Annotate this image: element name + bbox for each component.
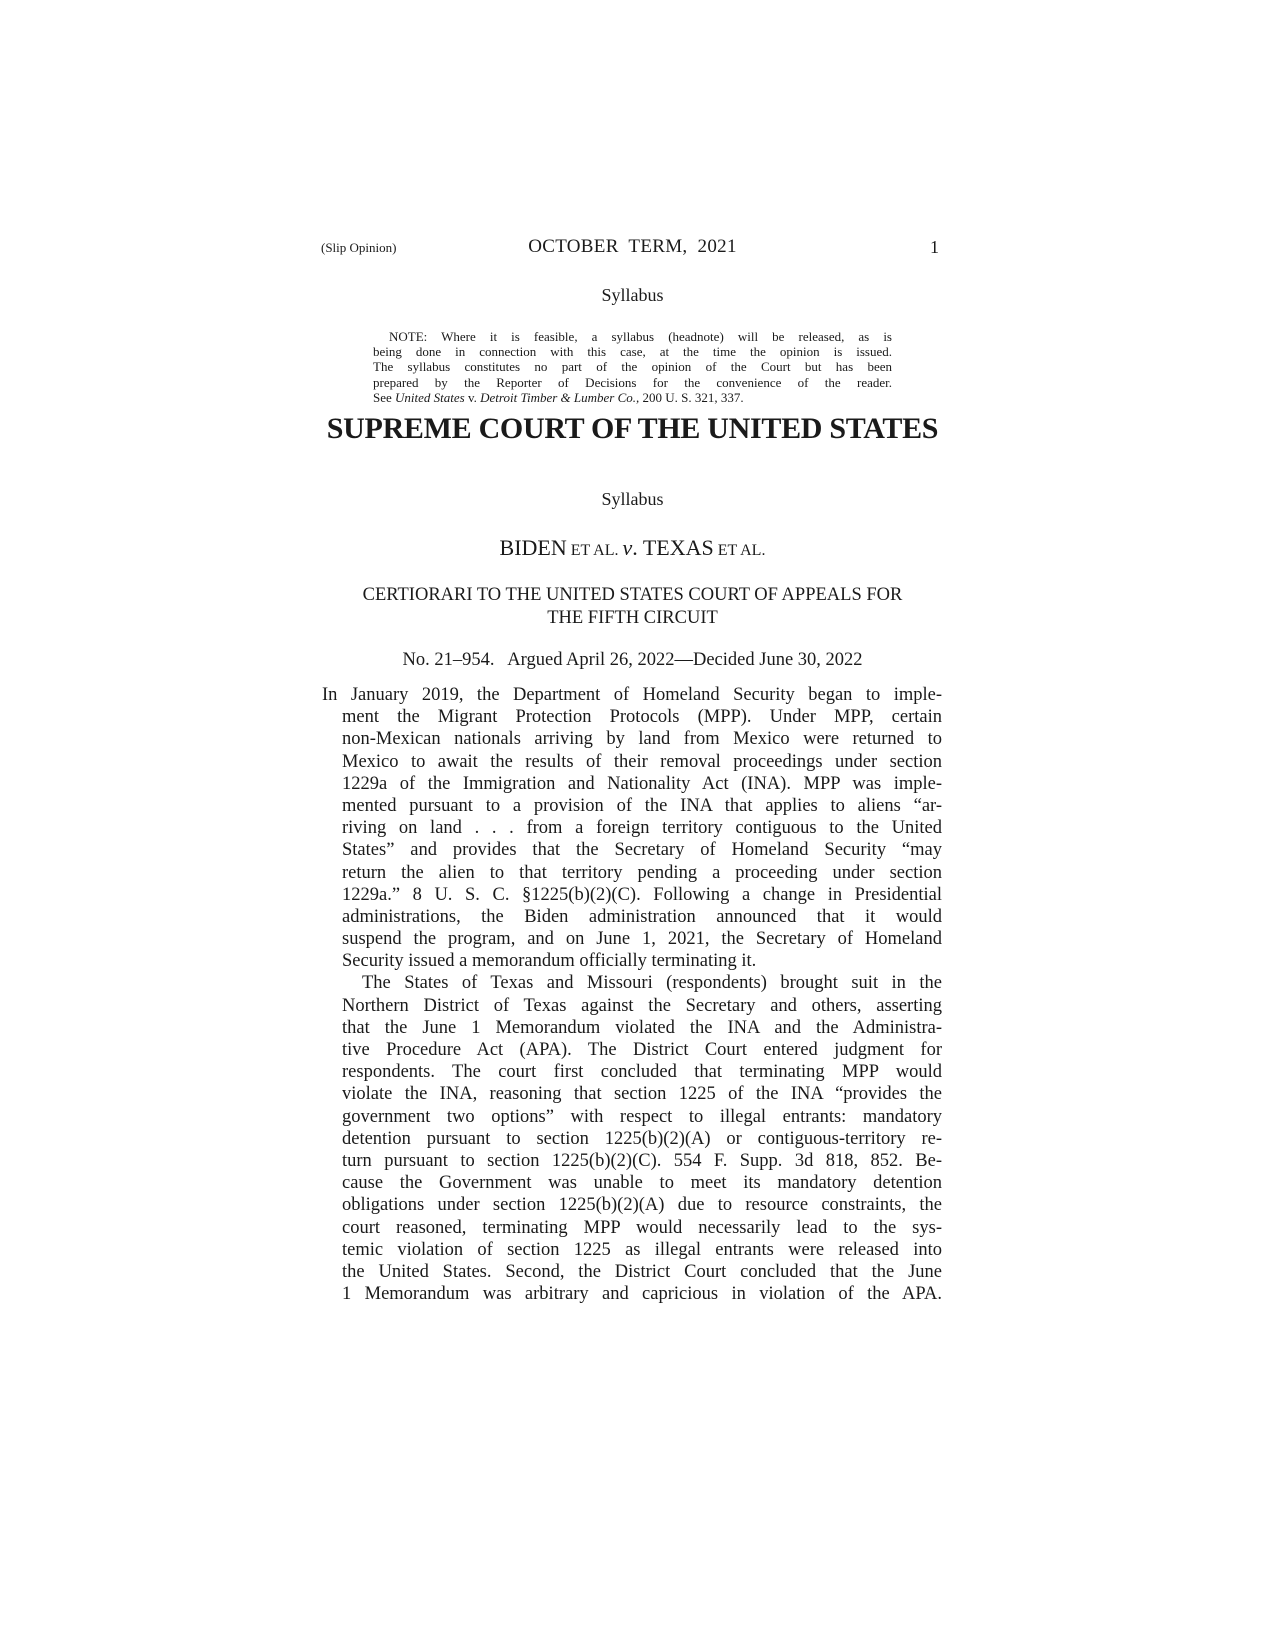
body-line: obligations under section 1225(b)(2)(A) due to resource constraints, the [342, 1195, 942, 1216]
docket-line: No. 21–954. Argued April 26, 2022—Decided June 30, 2022 [402, 650, 863, 670]
body-line: tive Procedure Act (APA). The District Court entered judgment for [342, 1040, 942, 1060]
syllabus-heading-top: Syllabus [601, 285, 664, 305]
note-line: prepared by the Reporter of Decisions for the convenience of the reader. [373, 374, 892, 390]
case-caption [0, 535, 1265, 561]
body-line: that the June 1 Memorandum violated the INA and the Administra- [342, 1017, 942, 1038]
citation-case-a: United States [395, 389, 465, 405]
body-line: 1229a.” 8 U. S. C. §1225(b)(2)(C). Following a change in Presidential [342, 884, 942, 905]
body-line: respondents. The court first concluded that terminating MPP would [342, 1062, 942, 1083]
body-line: temic violation of section 1225 as illegal entrants were released into [342, 1239, 942, 1260]
body-line: court reasoned, terminating MPP would necessarily lead to the sys- [342, 1217, 942, 1238]
court-name: SUPREME COURT OF THE UNITED STATES [326, 412, 939, 445]
syllabus-heading: Syllabus [601, 489, 664, 509]
body-line: 1 Memorandum was arbitrary and capricious in violation of the APA. [342, 1284, 942, 1305]
body-line: return the alien to that territory pending a proceeding under section [342, 862, 942, 883]
certiorari-heading [0, 584, 1265, 630]
versus: v [622, 535, 633, 560]
syllabus-body [322, 684, 942, 1305]
body-line: riving on land . . . from a foreign territory contiguous to the United [342, 818, 942, 839]
citation-versus: v. [464, 389, 481, 405]
body-line: suspend the program, and on June 1, 2021, the Secretary of Homeland [342, 929, 942, 950]
term-heading: OCTOBER TERM, 2021 [528, 236, 737, 257]
body-line: cause the Government was unable to meet its mandatory detention [342, 1173, 942, 1194]
body-line: The States of Texas and Missouri (respondents) brought suit in the [362, 973, 942, 994]
body-line: Security issued a memorandum officially terminating it. [342, 951, 757, 972]
citation-case-b: Detroit Timber & Lumber Co., [480, 389, 640, 405]
respondent-suffix: ET AL. [713, 542, 766, 559]
body-line: mented pursuant to a provision of the INA that applies to aliens “ar- [342, 795, 942, 816]
reporter-note [373, 329, 892, 405]
slip-opinion-label: (Slip Opinion) [321, 240, 397, 255]
body-line: ment the Migrant Protection Protocols (MPP). Under MPP, certain [342, 707, 942, 728]
certiorari-line-1: CERTIORARI TO THE UNITED STATES COURT OF APPEALS FOR [362, 585, 903, 605]
body-line: Mexico to await the results of their removal proceedings under section [342, 751, 942, 772]
page-number: 1 [930, 237, 939, 257]
petitioner: BIDEN [499, 535, 567, 560]
note-line: being done in connection with this case, at the time the opinion is issued. [373, 344, 892, 360]
certiorari-line-2: THE FIFTH CIRCUIT [547, 608, 718, 628]
petitioner-suffix: ET AL. [566, 542, 623, 559]
respondent: . TEXAS [632, 535, 714, 560]
citation-reporter: 200 U. S. 321, 337. [639, 389, 744, 405]
body-line: turn pursuant to section 1225(b)(2)(C). 554 F. Supp. 3d 818, 852. Be- [342, 1150, 942, 1171]
body-line: violate the INA, reasoning that section 1225 of the INA “provides the [342, 1084, 942, 1105]
body-line: administrations, the Biden administration announced that it would [342, 906, 942, 927]
body-line: 1229a of the Immigration and Nationality Act (INA). MPP was imple- [342, 773, 942, 794]
note-line: NOTE: Where it is feasible, a syllabus (headnote) will be released, as is [389, 329, 892, 344]
body-line: detention pursuant to section 1225(b)(2)(A) or contiguous-territory re- [342, 1128, 942, 1149]
body-line: Northern District of Texas against the Secretary and others, asserting [342, 995, 942, 1016]
citation-see: See [373, 389, 396, 405]
body-line: the United States. Second, the District Court concluded that the June [342, 1261, 942, 1282]
note-citation [373, 390, 892, 405]
body-line: In January 2019, the Department of Homeland Security began to imple- [322, 685, 942, 705]
body-line: government two options” with respect to illegal entrants: mandatory [342, 1106, 942, 1127]
note-line: The syllabus constitutes no part of the opinion of the Court but has been [373, 359, 892, 375]
body-line: States” and provides that the Secretary of Homeland Security “may [342, 840, 942, 861]
body-line: non-Mexican nationals arriving by land from Mexico were returned to [342, 729, 942, 750]
